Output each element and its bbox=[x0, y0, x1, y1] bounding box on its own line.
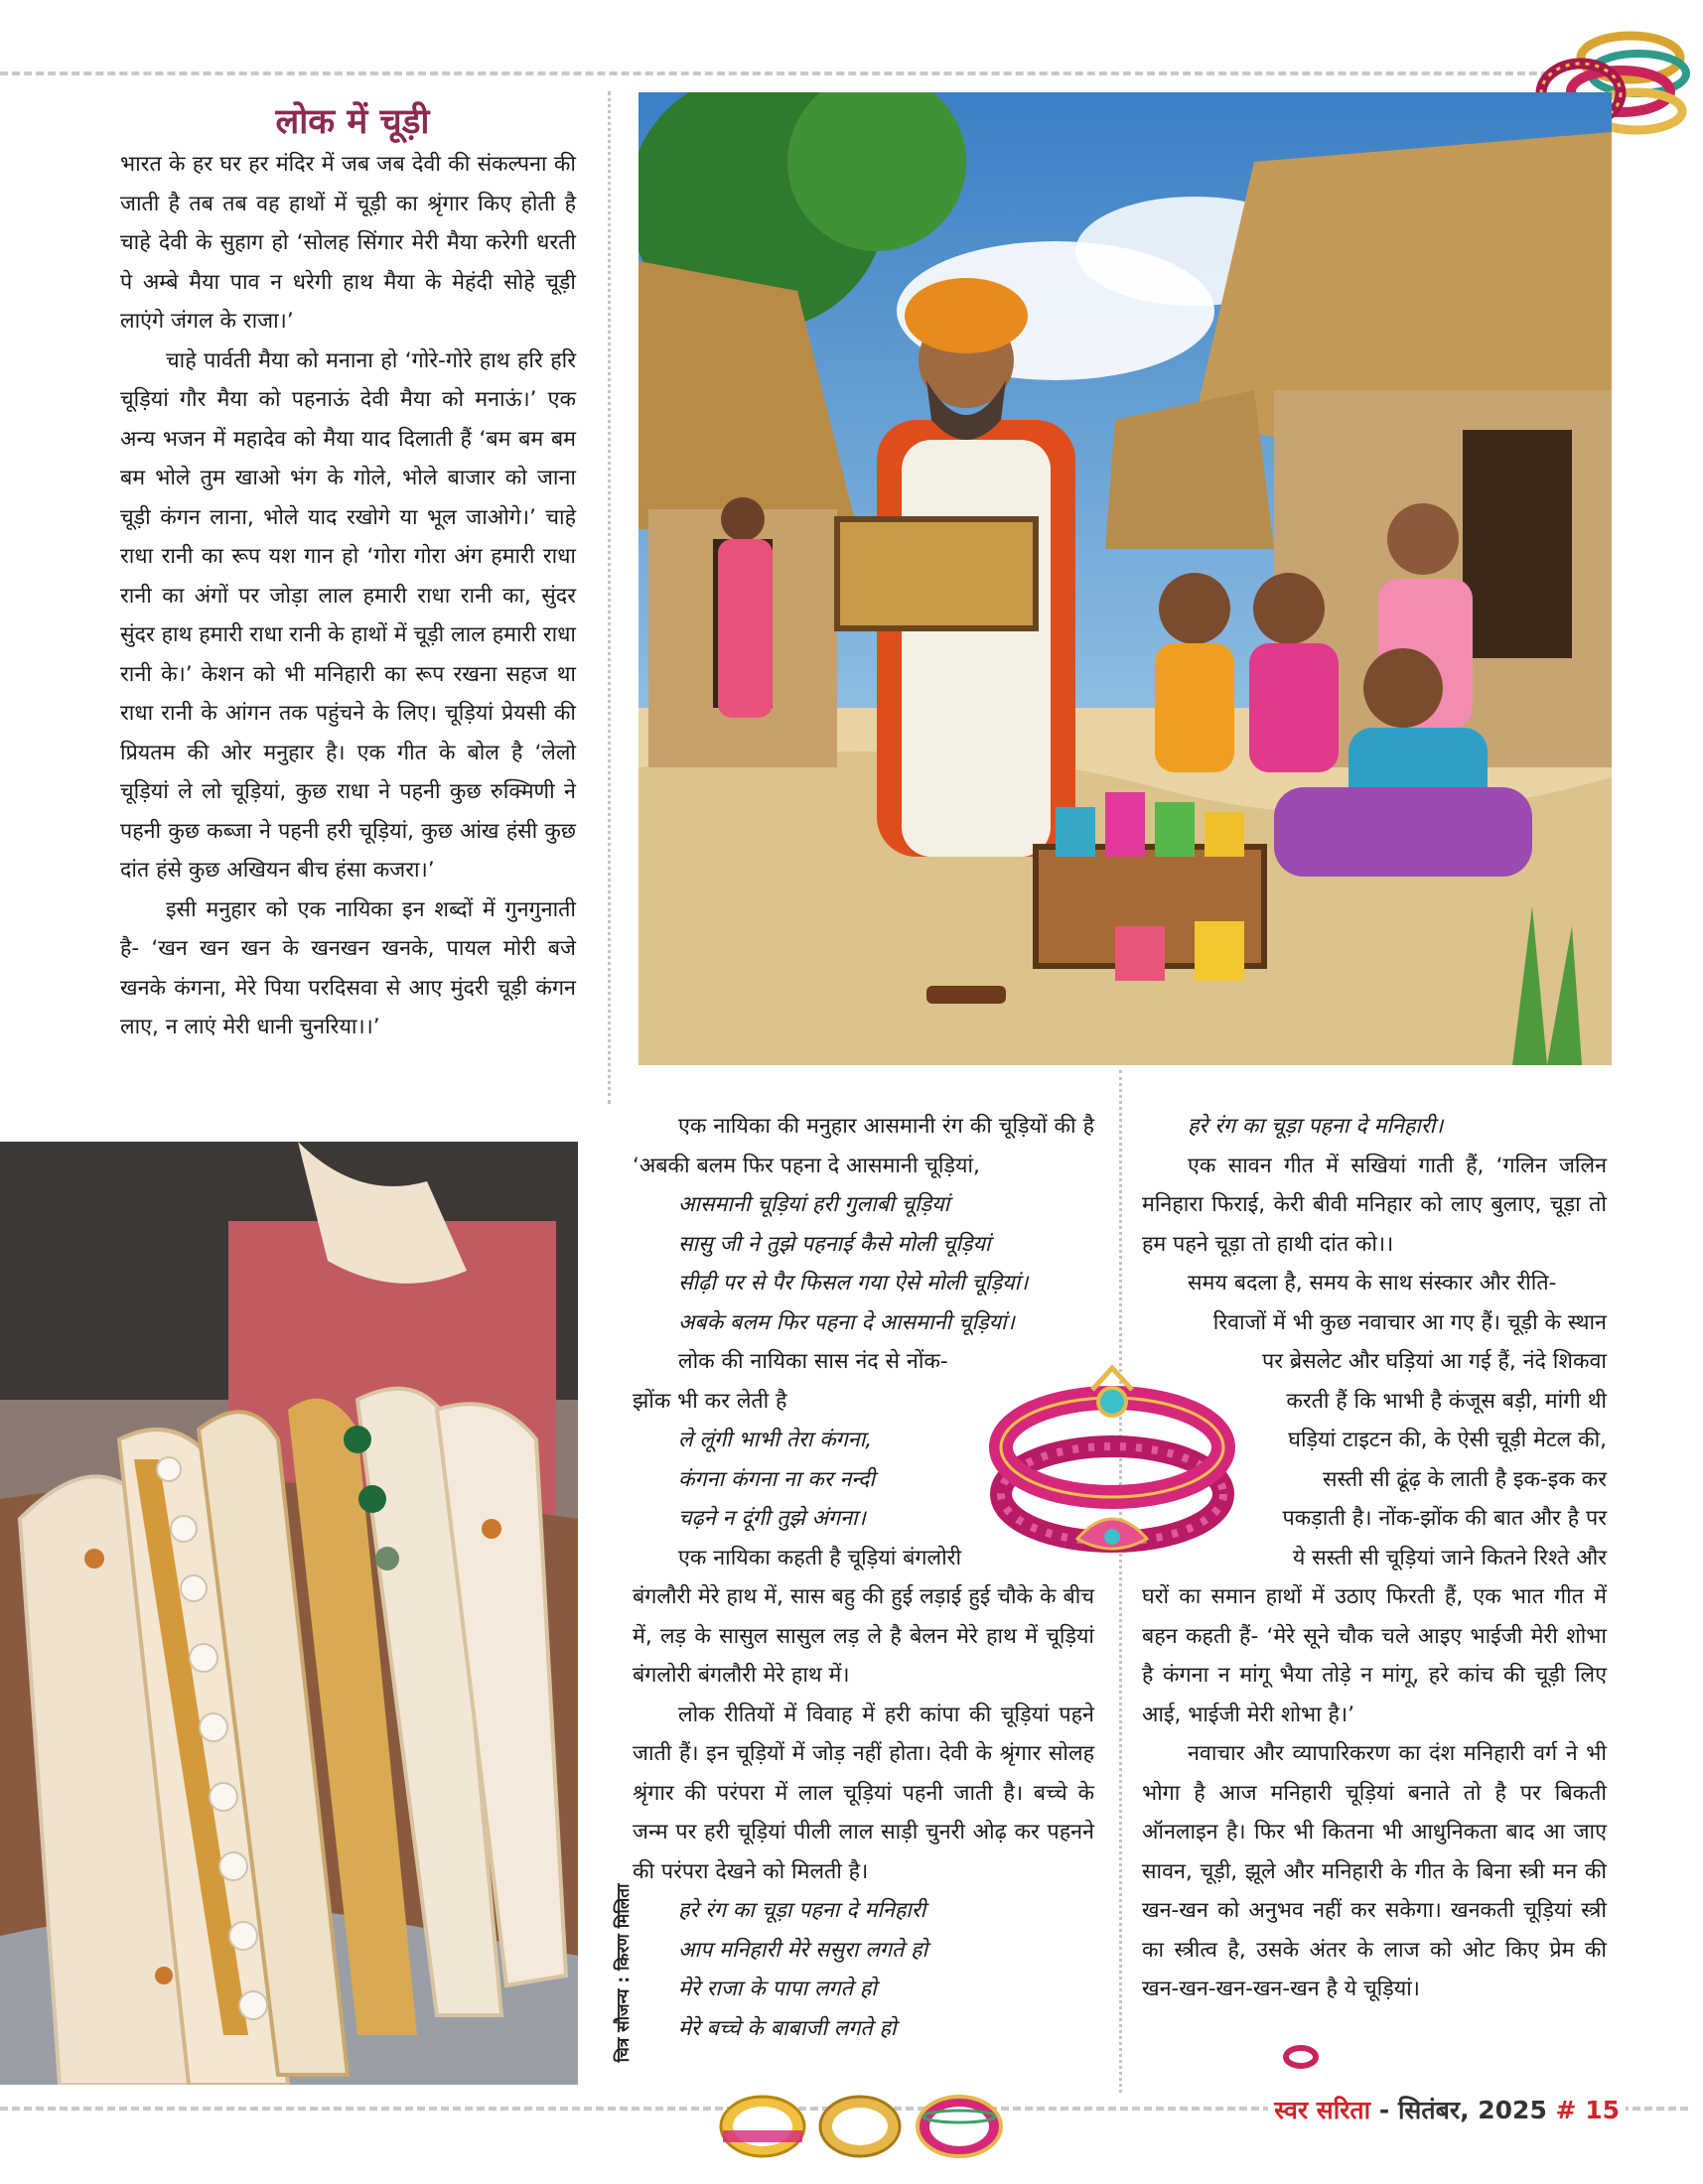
page-footer bbox=[1268, 2093, 1626, 2126]
verse-line: मेरे बच्चे के बाबाजी लगते हो bbox=[678, 2015, 897, 2041]
column-3-text bbox=[1142, 1107, 1607, 2009]
paragraph: लोक की नायिका सास नंद से नोंक- bbox=[678, 1349, 948, 1374]
paragraph: एक नायिका कहती है चूड़ियां बंगलोरी bbox=[678, 1545, 962, 1570]
paragraph: भारत के हर घर हर मंदिर में जब जब देवी की संकल्पना की जाती है तब तब वह हाथों में चूड़ी का श्रृंगार किए होती है चाहे देवी के सुहाग हो ‘सोलह सिंगार मेरी मैया करेगी धरती पे अम्बे मैया पाव न धरेगी हाथ मैया के मेहंदी सोहे चूड़ी लाएंगे जंगल के राजा।’ bbox=[120, 152, 576, 334]
wrapped-line: पकड़ाती है। नोंक-झोंक की बात और है पर bbox=[1282, 1506, 1607, 1531]
column-1-text bbox=[120, 145, 576, 1047]
page-number: 15 bbox=[1585, 2096, 1620, 2124]
paragraph: लोक रीतियों में विवाह में हरी कांपा की चूड़ियां पहने जाती हैं। इन चूड़ियों में जोड़ नहीं होता। देवी के श्रृंगार सोलह श्रृंगार की परंपरा में लाल चूड़ियां पहनी जाती है। बच्चे के जन्म पर हरी चूड़ियां पीली लाल साड़ी चुनरी ओढ़ कर पहनने की परंपरा देखने को मिलती है। bbox=[633, 1702, 1094, 1884]
verse-line: आप मनिहारी मेरे ससुरा लगते हो bbox=[678, 1937, 928, 1963]
verse-line: कंगना कंगना ना कर नन्दी bbox=[678, 1466, 875, 1492]
footer-separator: - bbox=[1370, 2096, 1398, 2124]
magazine-name: स्वर सरिता bbox=[1274, 2096, 1371, 2124]
verse-line: सीढ़ी पर से पैर फिसल गया ऐसे मोली चूड़ियां। bbox=[678, 1271, 1029, 1296]
wrapped-line: ये सस्ती सी चूड़ियां जाने कितने रिश्ते और bbox=[1292, 1545, 1607, 1570]
section-title: लोक में चूड़ी bbox=[275, 102, 430, 142]
end-mark-bangle-icon bbox=[1281, 2042, 1321, 2072]
wrapped-line: रिवाजों में भी कुछ नवाचार आ गए हैं। चूड़ी के स्थान bbox=[1212, 1309, 1607, 1335]
paragraph: एक सावन गीत में सखियां गाती हैं, ‘गलिन जलिन मनिहारा फिराई, केरी बीवी मनिहार को लाए बुलाए, चूड़ा तो हम पहने चूड़ा तो हाथी दांत को।। bbox=[1142, 1153, 1607, 1257]
wrapped-line: पर ब्रेसलेट और घड़ियां आ गई हैं, नंदे शिकवा bbox=[1262, 1349, 1607, 1374]
bangle-seller-illustration bbox=[639, 92, 1612, 1065]
issue-date: सितंबर, 2025 bbox=[1397, 2096, 1547, 2124]
paragraph: चाहे पार्वती मैया को मनाना हो ‘गोरे-गोरे हाथ हरि हरि चूड़ियां गौर मैया को पहनाऊं देवी मैया को मनाऊं।’ एक अन्य भजन में महादेव को मैया याद दिलाती हैं ‘बम बम बम बम भोले तुम खाओ भंग के गोले, भोले बाजार को जाना चूड़ी कंगन लाना, भोले याद रखोगे या भूल जाओगे।’ चाहे राधा रानी का रूप यश गान हो ‘गोरा गोरा अंग हमारी राधा रानी का अंगों पर जोड़ा लाल हमारी राधा रानी का, सुंदर सुंदर हाथ हमारी राधा रानी के हाथों में चूड़ी लाल हमारी राधा रानी के।’ केशन को भी मनिहारी का रूप रखना सहज था राधा रानी के आंगन तक पहुंचने के लिए। चूड़ियां प्रेयसी की प्रियतम की ओर मनुहार है। एक गीत के बोल है ‘लेलो चूड़ियां ले लो चूड़ियां, कुछ राधा ने पहनी कुछ रुक्मिणी ने पहनी कुछ कब्जा ने पहनी हरी चूड़ियां, कुछ आंख हंसी कुछ दांत हंसे कुछ अखियन बीच हंसा कजरा।’ bbox=[120, 347, 576, 883]
column-2-text bbox=[633, 1107, 1094, 2048]
verse-line: ले लूंगी भाभी तेरा कंगना, bbox=[678, 1428, 873, 1452]
photo-credit bbox=[581, 1866, 634, 2080]
paragraph: एक नायिका की मनुहार आसमानी रंग की चूड़ियों की है ‘अबकी बलम फिर पहना दे आसमानी चूड़ियां, bbox=[633, 1114, 1094, 1178]
paragraph: समय बदला है, समय के साथ संस्कार और रीति- bbox=[1188, 1271, 1557, 1296]
column-divider-top bbox=[608, 91, 611, 1104]
verse-line: हरे रंग का चूड़ा पहना दे मनिहारी। bbox=[1188, 1114, 1444, 1139]
verse-line: अबके बलम फिर पहना दे आसमानी चूड़ियां। bbox=[678, 1309, 1015, 1335]
bangles-photo bbox=[0, 1142, 578, 2085]
column-divider-bottom bbox=[1119, 1070, 1122, 2093]
wrapped-line: करती हैं कि भाभी है कंजूस बड़ी, मांगी थी bbox=[1286, 1388, 1607, 1414]
page-hash: # bbox=[1546, 2096, 1586, 2124]
verse-line: चढ़ने न दूंगी तुझे अंगना। bbox=[678, 1506, 866, 1531]
paragraph: इसी मनुहार को एक नायिका इन शब्दों में गुनगुनाती है- ‘खन खन खन के खनखन खनके, पायल मोरी बजे खनके कंगना, मेरे पिया परदिसवा से आए मुंदरी चूड़ी कंगन लाए, न लाएं मेरी धानी चुनरिया।।’ bbox=[120, 896, 576, 1039]
bottom-bangles-decoration bbox=[713, 2081, 1011, 2172]
paragraph: घरों का समान हाथों में उठाए फिरती हैं, एक भात गीत में बहन कहती हैं- ‘मेरे सूने चौक चले आइए भाईजी मेरी शोभा है कंगना न मांगू भैया तोड़े न मांगू, हरे कांच की चूड़ी लिए आई, भाईजी मेरी शोभा है।’ bbox=[1142, 1584, 1607, 1727]
verse-line: हरे रंग का चूड़ा पहना दे मनिहारी bbox=[678, 1898, 926, 1923]
paragraph: झोंक भी कर लेती है bbox=[633, 1388, 787, 1414]
photo-credit-text: चित्र सौजन्य : किरण मिलिता bbox=[614, 1883, 634, 2063]
verse-line: आसमानी चूड़ियां हरी गुलाबी चूड़ियां bbox=[678, 1192, 950, 1217]
paragraph: बंगलौरी मेरे हाथ में, सास बहु की हुई लड़ाई हुई चौके के बीच में, लड़ के सासुल सासुल लड़ ले है बेलन मेरे हाथ में चूड़ियां बंगलोरी बंगलौरी मेरे हाथ में। bbox=[633, 1584, 1094, 1688]
verse-line: सासु जी ने तुझे पहनाई कैसे मोली चूड़ियां bbox=[678, 1231, 991, 1257]
verse-line: मेरे राजा के पापा लगते हो bbox=[678, 1977, 877, 2001]
wrapped-line: घड़ियां टाइटन की, के ऐसी चूड़ी मेटल की, bbox=[1288, 1428, 1607, 1452]
paragraph: नवाचार और व्यापारिकरण का दंश मनिहारी वर्ग ने भी भोगा है आज मनिहारी चूड़ियां बनाते तो है पर बिकती ऑनलाइन है। फिर भी कितना भी आधुनिकता बाद आ जाए सावन, चूड़ी, झूले और मनिहारी के गीत के बिना स्त्री मन की खन-खन को अनुभव नहीं कर सकेगा। खनकती चूड़ियां स्त्री का स्त्रीत्व है, उसके अंतर के लाज को ओट किए प्रेम की खन-खन-खन-खन-खन है ये चूड़ियां। bbox=[1142, 1741, 1607, 2001]
wrapped-line: सस्ती सी ढूंढ़ के लाती है इक-इक कर bbox=[1323, 1466, 1607, 1492]
top-dashed-rule bbox=[0, 71, 1549, 75]
